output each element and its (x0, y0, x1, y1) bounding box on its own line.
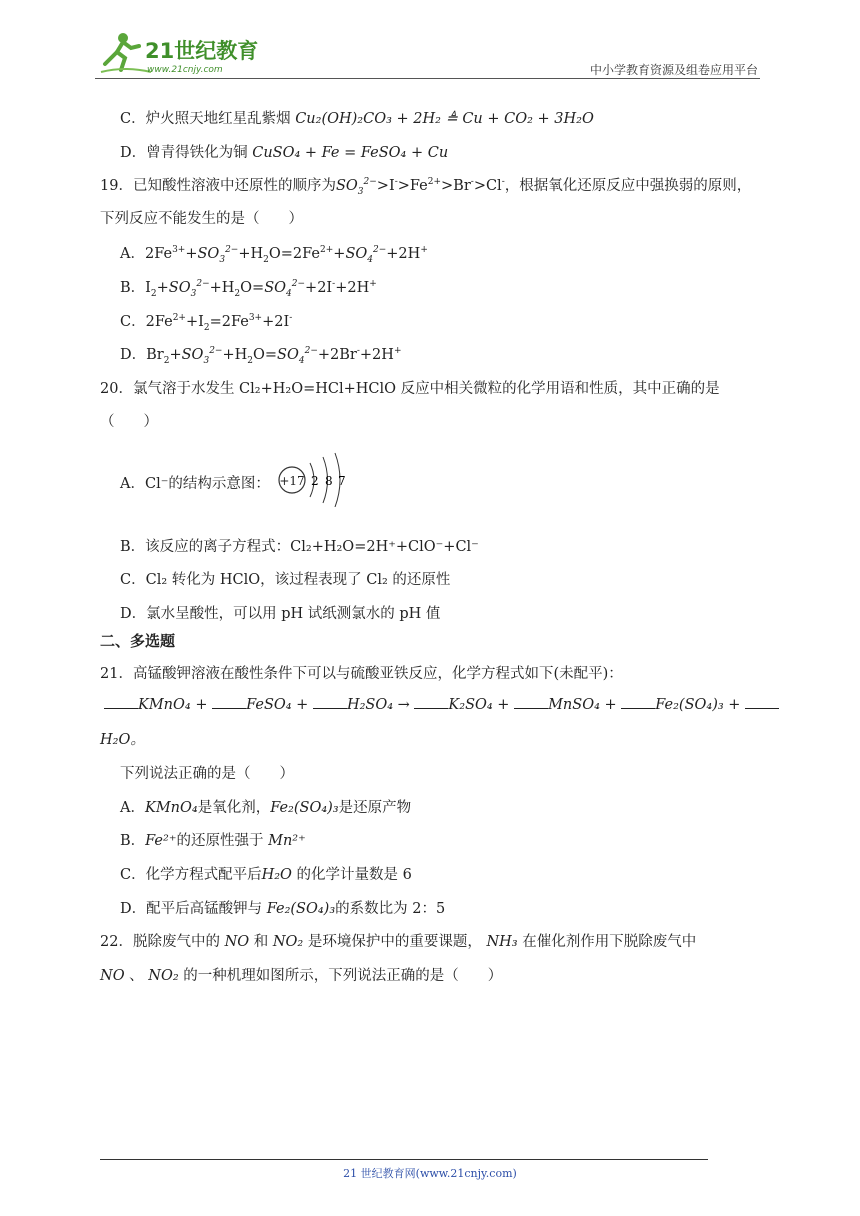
section-title: 二、多选题 (100, 632, 176, 650)
q19-option-b: B．$I_2+SO_3^{2-}+H_2O=SO_4^{2-}+2I^-+2H^+$ (120, 279, 377, 299)
footer-text: 21 世纪教育网(www.21cnjy.com) (343, 1167, 517, 1180)
q19-option-a: A．$2Fe^{3+}+SO_3^{2-}+H_2O=2Fe^{2+}+SO_4^{2-}+2H^+$ (120, 245, 428, 265)
q20-option-d: D．氯水呈酸性，可以用 pH 试纸测氯水的 pH 值 (120, 606, 441, 622)
footer-rule (100, 1159, 708, 1160)
q18-option-d: D．曾青得铁化为铜 CuSO₄ + Fe = FeSO₄ + Cu (120, 145, 449, 161)
q22-stem: 22．脱除废气中的 NO 和 NO₂ 是环境保护中的重要课题， NH₃ 在催化剂作用下脱除废气中 (100, 934, 697, 950)
svg-text:8: 8 (325, 474, 333, 488)
q21-equation-end: H₂O。 (100, 732, 145, 748)
svg-text:+17: +17 (279, 474, 305, 488)
q21-stem: 21．高锰酸钾溶液在酸性条件下可以与硫酸亚铁反应，化学方程式如下(未配平)： (100, 666, 623, 682)
q19-stem: 19．已知酸性溶液中还原性的顺序为$SO_3^{2-}>I^->Fe^{2+}>Br^->Cl^-$，根据氧化还原反应中强换弱的原则， (100, 177, 752, 197)
chlorine-ion-structure-diagram (272, 451, 352, 507)
q21-option-c: C．化学方程式配平后H₂O 的化学计量数是 6 (120, 867, 412, 883)
q19-option-d: D．$Br_2+SO_3^{2-}+H_2O=SO_4^{2-}+2Br^-+2H^+$ (120, 346, 402, 366)
logo (95, 28, 265, 76)
q21-option-a: A．KMnO₄是氧化剂，Fe₂(SO₄)₃是还原产物 (120, 800, 412, 816)
q20-option-c: C．Cl₂ 转化为 HClO，该过程表现了 Cl₂ 的还原性 (120, 572, 451, 588)
q20-stem: 20．氯气溶于水发生 Cl₂+H₂O=HCl+HClO 反应中相关微粒的化学用语和性质，其中正确的是 (100, 381, 720, 397)
svg-text:2: 2 (311, 474, 319, 488)
q19-stem-2: 下列反应不能发生的是（ ） (100, 211, 303, 227)
svg-text:www.21cnjy.com: www.21cnjy.com (147, 65, 223, 75)
svg-text:21世纪教育: 21世纪教育 (145, 39, 259, 63)
q19-option-c: C．$2Fe^{2+}+I_2=2Fe^{3+}+2I^-$ (120, 313, 293, 333)
q21-option-d: D．配平后高锰酸钾与 Fe₂(SO₄)₃的系数比为 2：5 (120, 901, 446, 917)
q20-option-b: B．该反应的离子方程式：Cl₂+H₂O=2H⁺+ClO⁻+Cl⁻ (120, 539, 479, 555)
q20-stem-2: （ ） (100, 414, 158, 430)
q18-option-c: C．炉火照天地红星乱紫烟 Cu₂(OH)₂CO₃ + 2H₂ ≜ Cu + CO₂ + 3H₂O (120, 111, 594, 127)
page-header (95, 28, 760, 80)
runner-icon (101, 33, 151, 72)
platform-name: 中小学教育资源及组卷应用平台 (589, 63, 758, 77)
q21-option-b: B．Fe²⁺的还原性强于 Mn²⁺ (120, 833, 306, 849)
svg-text:7: 7 (338, 474, 346, 488)
q20-option-a: A．Cl⁻的结构示意图： (120, 476, 270, 492)
q21-equation: KMnO₄ + FeSO₄ + H₂SO₄ → K₂SO₄ + MnSO₄ + Fe₂(SO₄)₃ + (104, 696, 779, 713)
q21-prompt: 下列说法正确的是（ ） (120, 766, 294, 782)
q22-stem-2: NO 、 NO₂ 的一种机理如图所示，下列说法正确的是（ ） (100, 968, 503, 984)
header-rule (95, 78, 760, 79)
